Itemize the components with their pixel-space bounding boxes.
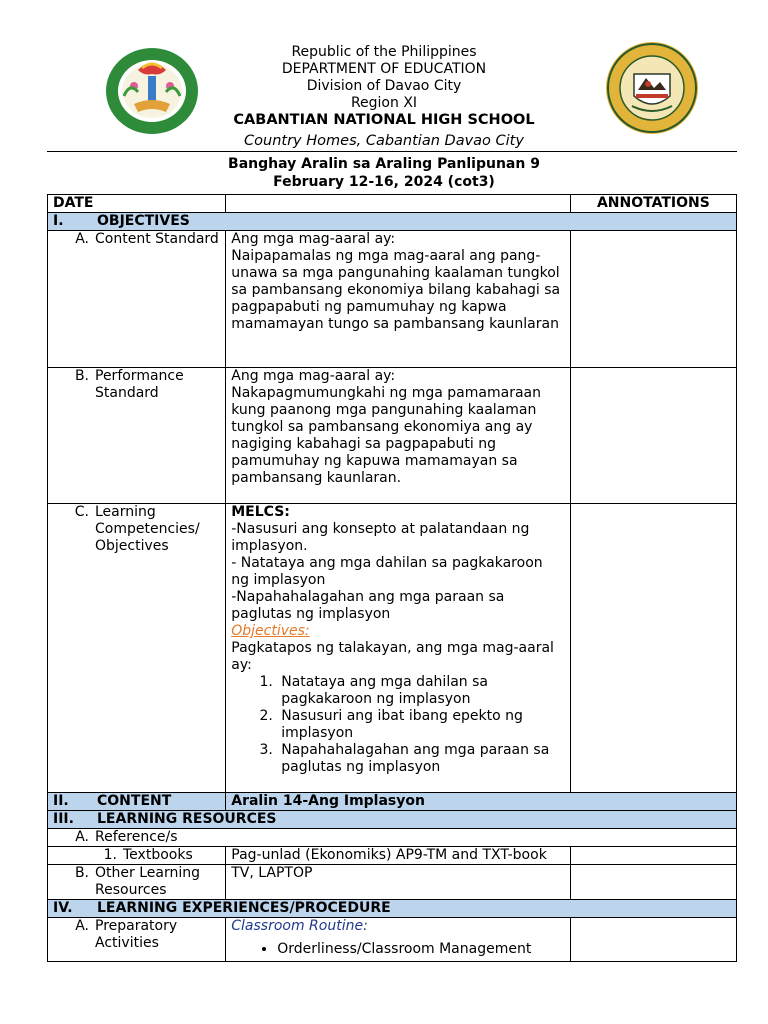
annotation-cell <box>570 504 736 793</box>
row-label: Reference/s <box>95 829 178 845</box>
row-label: Other Learning Resources <box>95 865 200 898</box>
section-label: OBJECTIVES <box>97 213 190 229</box>
objectives-intro: Pagkatapos ng talakayan, ang mga mag-aaral ay: <box>231 640 554 673</box>
objectives-title: Objectives: <box>231 623 310 639</box>
textbooks-row <box>48 847 737 865</box>
section-number: III. <box>53 811 74 827</box>
section-number: I. <box>53 213 64 229</box>
row-label: Learning Competencies/ Objectives <box>95 504 200 554</box>
objectives-list <box>231 674 565 776</box>
annotation-cell <box>570 918 736 962</box>
melcs-item: - Natataya ang mga dahilan sa pagkakaroon ng implasyon <box>231 555 543 588</box>
row-letter: B. <box>74 865 89 881</box>
annotations-header: ANNOTATIONS <box>570 195 736 213</box>
content-standard-row <box>48 231 737 368</box>
performance-standard-intro: Ang mga mag-aaral ay: <box>231 368 396 384</box>
annotation-cell <box>570 865 736 900</box>
row-label: Textbooks <box>123 847 193 863</box>
date-header: DATE <box>48 195 226 213</box>
section-objectives <box>48 213 737 231</box>
department-line: DEPARTMENT OF EDUCATION <box>281 61 487 77</box>
melcs-item: -Nasusuri ang konsepto at palatandaan ng implasyon. <box>231 521 530 554</box>
section-label: LEARNING EXPERIENCES/PROCEDURE <box>97 900 391 916</box>
routine-item: • Orderliness/Classroom Management <box>277 941 565 958</box>
routine-list <box>231 941 565 958</box>
objective-item: 2. Nasusuri ang ibat ibang epekto ng implasyon <box>277 708 565 742</box>
cabantian-school-seal <box>604 40 700 140</box>
section-label: LEARNING RESOURCES <box>97 811 277 827</box>
lesson-plan-table <box>47 194 737 962</box>
row-number: 1. <box>103 847 117 863</box>
document-header <box>0 40 768 152</box>
row-label: Content Standard <box>95 231 219 247</box>
section-number: IV. <box>53 900 73 916</box>
content-standard-intro: Ang mga mag-aaral ay: <box>231 231 396 247</box>
preparatory-row <box>48 918 737 962</box>
lesson-plan-title: Banghay Aralin sa Araling Panlipunan 9 <box>228 156 540 172</box>
section-learning-experiences <box>48 900 737 918</box>
republic-line: Republic of the Philippines <box>291 44 477 60</box>
annotation-cell <box>570 368 736 504</box>
section-label: CONTENT <box>97 793 172 809</box>
classroom-routine-title: Classroom Routine: <box>231 918 368 934</box>
row-letter: A. <box>75 918 89 934</box>
annotation-cell <box>570 231 736 368</box>
performance-standard-row <box>48 368 737 504</box>
header-divider <box>47 151 737 152</box>
performance-standard-text: Nakapagmumungkahi ng mga pamamaraan kung paanong mga pangunahing kaalaman tungkol sa pambansang ekonomiya ang ay nagiging kabahagi sa pagpapabuti ng pamumuhay ng kapuwa mamamayan sa pambansang kaunlaran. <box>231 385 541 486</box>
row-letter: A. <box>75 231 89 247</box>
other-resources-value: TV, LAPTOP <box>226 865 571 900</box>
lesson-date: February 12-16, 2024 (cot3) <box>273 174 495 190</box>
division-line: Division of Davao City <box>306 78 462 94</box>
lesson-titles <box>0 155 768 191</box>
section-number: II. <box>53 793 69 809</box>
competencies-row <box>48 504 737 793</box>
section-learning-resources <box>48 811 737 829</box>
annotation-cell <box>570 847 736 865</box>
row-letter: B. <box>74 368 89 384</box>
row-label: Performance Standard <box>95 368 184 401</box>
school-name: CABANTIAN NATIONAL HIGH SCHOOL <box>233 112 535 128</box>
table-header-row <box>48 195 737 213</box>
blank-header <box>226 195 571 213</box>
textbooks-value: Pag-unlad (Ekonomiks) AP9-TM and TXT-book <box>226 847 571 865</box>
objective-item: 3. Napahahalagahan ang mga paraan sa paglutas ng implasyon <box>277 742 565 776</box>
references-row <box>48 829 737 847</box>
objective-item: 1. Natataya ang mga dahilan sa pagkakaroon ng implasyon <box>277 674 565 708</box>
melcs-title: MELCS: <box>231 504 290 520</box>
content-topic: Aralin 14-Ang Implasyon <box>226 793 737 811</box>
header-text-block <box>150 44 618 150</box>
row-letter: C. <box>74 504 89 520</box>
other-resources-row <box>48 865 737 900</box>
melcs-item: -Napahahalagahan ang mga paraan sa paglutas ng implasyon <box>231 589 505 622</box>
school-address: Country Homes, Cabantian Davao City <box>244 133 524 149</box>
row-letter: A. <box>75 829 89 845</box>
content-standard-text: Naipapamalas ng mga mag-aaral ang pang-unawa sa mga pangunahing kaalaman tungkol sa pambansang ekonomiya bilang kabahagi sa pagpapabuti ng pamumuhay ng kapwa mamamayan tungo sa pambansang kaunlaran <box>231 248 561 332</box>
row-label: Preparatory Activities <box>95 918 178 951</box>
section-content <box>48 793 737 811</box>
region-line: Region XI <box>350 95 418 111</box>
